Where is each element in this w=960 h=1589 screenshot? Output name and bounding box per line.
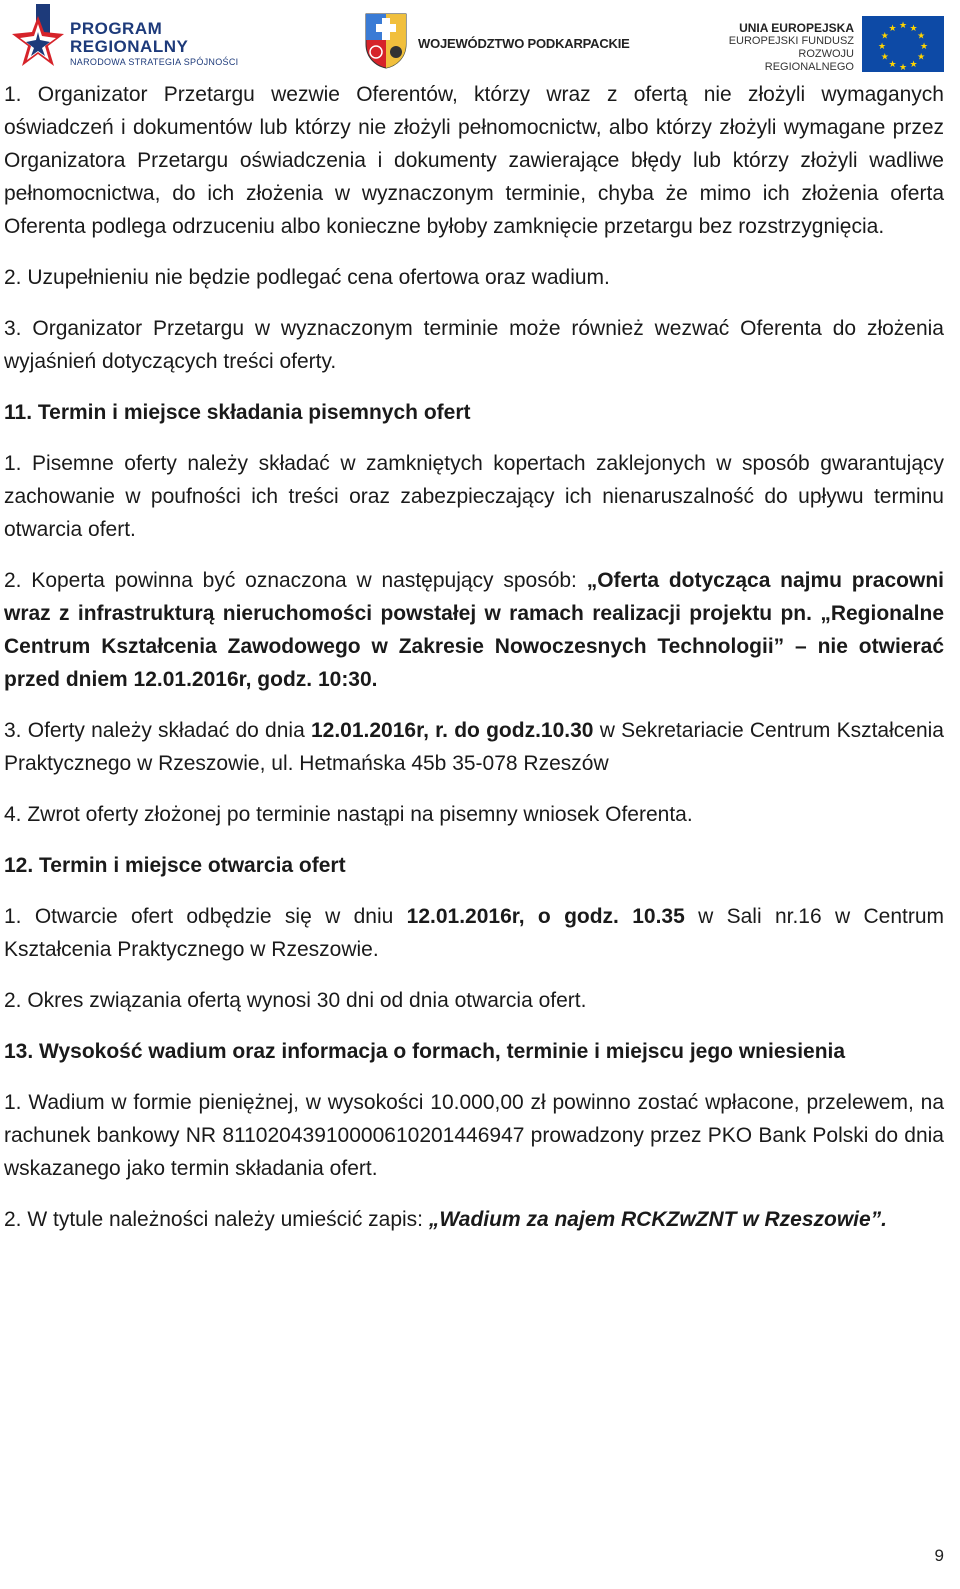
paragraph-11-3 [4, 714, 944, 780]
section-heading-11: 11. Termin i miejsce składania pisemnych ofert [4, 401, 471, 424]
regionalny-line: REGIONALNY [70, 37, 189, 56]
submission-deadline: 12.01.2016r, r. do godz.10.30 [310, 719, 594, 742]
envelope-label-text: „Oferta dotycząca najmu pracowni wraz z infrastrukturą nieruchomości powstałej w ramach realizacji projektu pn. „Regionalne Centrum Kształcenia Zawodowego w Zakresie Nowoczesnych Technologii” – nie otwierać przed dniem 12.01.2016r, godz. 10:30. [4, 569, 944, 691]
eu-wordmark [718, 22, 854, 74]
paragraph-11-3-rest: w Sekretariacie Centrum Kształcenia Praktycznego w Rzeszowie, ul. Hetmańska 45b 35-078 Rzeszów [4, 719, 944, 775]
svg-text:★: ★ [917, 52, 926, 63]
paragraph-11-2-intro: 2. Koperta powinna być oznaczona w następujący sposób: [4, 569, 587, 592]
program-regionalny-wordmark [70, 20, 238, 68]
program-line: PROGRAM [70, 19, 163, 38]
svg-text:★: ★ [919, 42, 929, 52]
paragraph-11-1: 1. Pisemne oferty należy składać w zamkniętych kopertach zaklejonych w sposób gwarantujący zachowanie w poufności ich treści oraz zabezpieczający ich nienaruszalność do upływu terminu otwarcia ofert. [4, 452, 944, 541]
document-body [4, 78, 944, 1254]
svg-text:★: ★ [909, 60, 918, 71]
wadium-title-text: „Wadium za najem RCKZwZNT w Rzeszowie”. [428, 1208, 888, 1231]
paragraph-13-2-intro: 2. W tytule należności należy umieścić zapis: [4, 1208, 429, 1231]
paragraph-11-3-intro: 3. Oferty należy składać do dnia [4, 719, 311, 742]
section-heading-13: 13. Wysokość wadium oraz informacja o formach, terminie i miejscu jego wniesienia [4, 1040, 846, 1063]
svg-text:★: ★ [909, 23, 918, 34]
eu-flag-icon [862, 16, 944, 72]
program-regionalny-logo [10, 4, 250, 74]
paragraph-12-1 [4, 900, 944, 966]
strategia-line: NARODOWA STRATEGIA SPÓJNOŚCI [70, 57, 239, 67]
svg-text:★: ★ [898, 21, 908, 31]
paragraph-10-1: 1. Organizator Przetargu wezwie Oferentów, którzy wraz z ofertą nie złożyli wymaganych oświadczeń i dokumentów lub którzy nie złożyli pełnomocnictw, albo którzy złożyli wymagane przez Organizatora Przetargu oświadczenia i dokumenty zawierające błędy lub którzy złożyli wadliwe pełnomocnictwa, do ich złożenia w wyznaczonym terminie, chyba że mimo ich złożenia oferta Oferenta podlega odrzuceniu albo konieczne byłoby zamknięcie przetargu bez rozstrzygnięcia. [4, 83, 944, 238]
svg-text:★: ★ [898, 63, 908, 72]
paragraph-12-1-rest: w Sali nr.16 w Centrum Kształcenia Praktycznego w Rzeszowie. [4, 905, 944, 961]
eu-line3: ROZWOJU REGIONALNEGO [764, 48, 854, 73]
page-header [0, 0, 960, 80]
paragraph-10-3: 3. Organizator Przetargu w wyznaczonym terminie może również wezwać Oferenta do złożenia wyjaśnień dotyczących treści oferty. [4, 317, 944, 373]
paragraph-12-2: 2. Okres związania ofertą wynosi 30 dni od dnia otwarcia ofert. [4, 989, 587, 1012]
page-number: 9 [934, 1546, 944, 1565]
eu-logo [718, 12, 958, 72]
svg-text:★: ★ [888, 23, 897, 34]
svg-text:★: ★ [888, 60, 897, 71]
paragraph-13-2 [4, 1203, 944, 1236]
svg-text:★: ★ [917, 31, 926, 42]
paragraph-13-1: 1. Wadium w formie pieniężnej, w wysokości 10.000,00 zł powinno zostać wpłacone, przelewem, na rachunek bankowy NR 81102043910000610201446947 prowadzony przez PKO Bank Polski do dnia wskazanego jako termin składania ofert. [4, 1091, 944, 1180]
eu-line2: EUROPEJSKI FUNDUSZ [728, 35, 854, 47]
podkarpackie-coat-of-arms-icon [362, 10, 410, 70]
region-name: WOJEWÓDZTWO PODKARPACKIE [418, 36, 630, 51]
section-heading-12: 12. Termin i miejsce otwarcia ofert [4, 854, 346, 877]
svg-text:★: ★ [877, 42, 887, 52]
svg-text:★: ★ [880, 31, 889, 42]
paragraph-11-2 [4, 564, 944, 696]
program-regionalny-star-icon [10, 4, 66, 72]
svg-text:★: ★ [880, 52, 889, 63]
paragraph-10-2: 2. Uzupełnieniu nie będzie podlegać cena ofertowa oraz wadium. [4, 266, 610, 289]
podkarpackie-logo [362, 10, 652, 74]
eu-line1: UNIA EUROPEJSKA [739, 21, 854, 35]
paragraph-12-1-intro: 1. Otwarcie ofert odbędzie się w dniu [4, 905, 407, 928]
paragraph-11-4: 4. Zwrot oferty złożonej po terminie nastąpi na pisemny wniosek Oferenta. [4, 803, 693, 826]
opening-datetime: 12.01.2016r, o godz. 10.35 [406, 905, 685, 928]
